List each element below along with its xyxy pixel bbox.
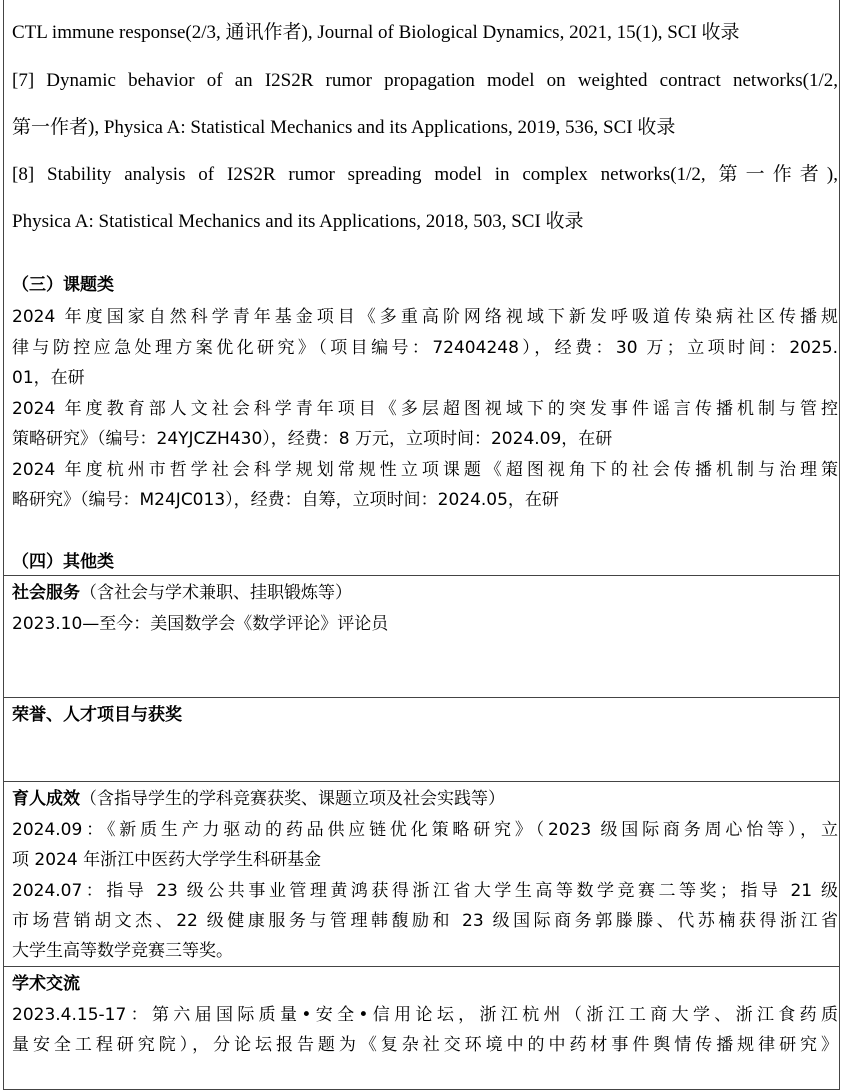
academic-heading: 学术交流 [12, 974, 80, 994]
project-line-1: 2024 年度国家自然科学青年基金项目《多重高阶网络视域下新发呼吸道传染病社区传播规 [12, 307, 838, 327]
education-line-4: 市场营销胡文杰、22 级健康服务与管理韩馥励和 23 级国际商务郭滕滕、代苏楠获得浙江省 [12, 911, 838, 931]
education-heading: 育人成效（含指导学生的学科竞赛获奖、课题立项及社会实践等） [12, 789, 505, 809]
education-line-3: 2024.07：指导 23 级公共事业管理黄鸿获得浙江省大学生高等数学竞赛二等奖；指导 21 级 [12, 881, 838, 901]
project-line-2: 律与防控应急处理方案优化研究》（项目编号：72404248），经费：30 万；立项时间：2025. [12, 338, 838, 358]
divider [3, 575, 840, 576]
project-line-7: 略研究》（编号：M24JC013），经费：自筹，立项时间：2024.05，在研 [12, 490, 559, 510]
projects-heading: （三）课题类 [12, 275, 114, 295]
paper-7-line-2: 第一作者), Physica A: Statistical Mechanics and its Applications, 2019, 536, SCI 收录 [12, 117, 676, 138]
divider [3, 781, 840, 782]
education-line-5: 大学生高等数学竞赛三等奖。 [12, 941, 233, 961]
other-heading: （四）其他类 [12, 552, 114, 572]
divider [3, 697, 840, 698]
academic-line-1: 2023.4.15-17：第六届国际质量•安全•信用论坛，浙江杭州（浙江工商大学、浙江食药质 [12, 1005, 838, 1025]
project-line-5: 策略研究》（编号：24YJCZH430），经费：8 万元，立项时间：2024.09，在研 [12, 429, 613, 449]
project-line-6: 2024 年度杭州市哲学社会科学规划常规性立项课题《超图视角下的社会传播机制与治理策 [12, 460, 838, 480]
paper-6-continuation: CTL immune response(2/3, 通讯作者), Journal of Biological Dynamics, 2021, 15(1), SCI 收录 [12, 22, 740, 43]
academic-line-2: 量安全工程研究院），分论坛报告题为《复杂社交环境中的中药材事件舆情传播规律研究》 [12, 1035, 838, 1055]
paper-7-line-1: [7] Dynamic behavior of an I2S2R rumor propagation model on weighted contract networks(1/2, [12, 70, 838, 91]
paper-8-line-2: Physica A: Statistical Mechanics and its Applications, 2018, 503, SCI 收录 [12, 211, 584, 232]
project-line-4: 2024 年度教育部人文社会科学青年项目《多层超图视域下的突发事件谣言传播机制与管控 [12, 399, 838, 419]
social-service-line-1: 2023.10—至今：美国数学会《数学评论》评论员 [12, 614, 389, 634]
project-line-3: 01，在研 [12, 368, 85, 388]
honors-heading: 荣誉、人才项目与获奖 [12, 705, 182, 725]
social-service-heading: 社会服务（含社会与学术兼职、挂职锻炼等） [12, 583, 352, 603]
education-line-2: 项 2024 年浙江中医药大学学生科研基金 [12, 850, 322, 870]
paper-8-line-1: [8] Stability analysis of I2S2R rumor spreading model in complex networks(1/2, 第一作者), [12, 164, 838, 185]
education-line-1: 2024.09：《新质生产力驱动的药品供应链优化策略研究》（2023 级国际商务周心怡等），立 [12, 820, 838, 840]
divider [3, 966, 840, 967]
